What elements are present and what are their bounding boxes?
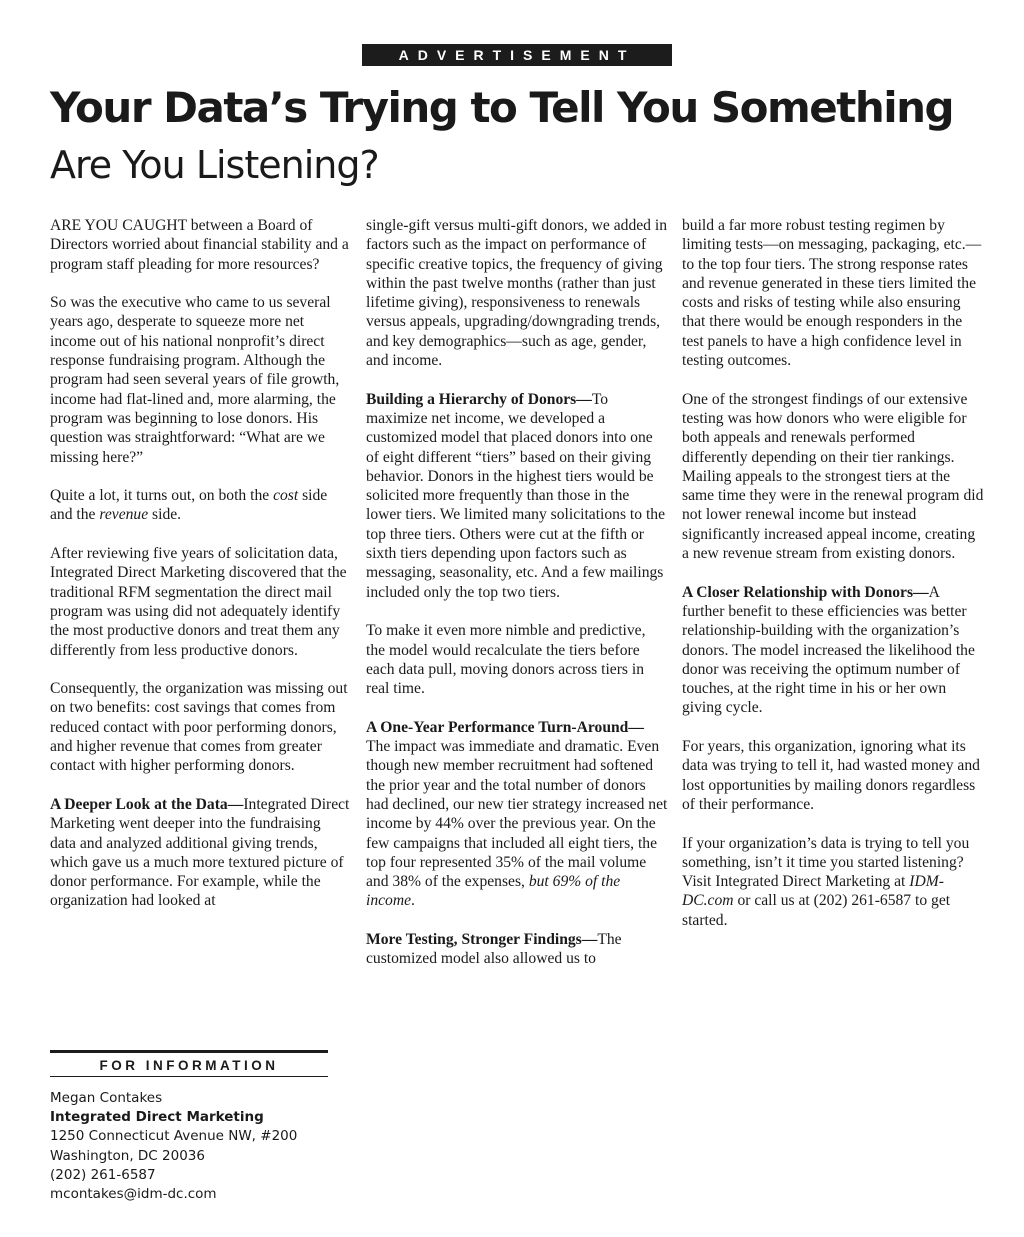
article-column-1: [50, 216, 350, 911]
paragraph: ARE YOU CAUGHT between a Board of Directors worried about financial stability and a program staff pleading for more resources?: [50, 217, 349, 273]
paragraph: So was the executive who came to us several years ago, desperate to squeeze more net income out of his national nonprofit’s direct response fundraising program. Although the program had seen several years of file growth, income had flat-lined and, more alarming, the program was beginning to lose donors. His question was straightforward: “What are we missing here?”: [50, 294, 340, 466]
paragraph: A Deeper Look at the Data—Integrated Direct Marketing went deeper into the fundraising data and analyzed additional giving trends, which gave us a much more textured picture of donor performance. For example, while the organization had looked at: [50, 795, 350, 910]
paragraph: Consequently, the organization was missing out on two benefits: cost savings that comes from reduced contact with poor performing donors, and higher revenue that comes from greater contact with higher performing donors.: [50, 680, 348, 775]
section-heading: A One-Year Performance Turn-Around—: [366, 718, 644, 736]
section-heading: A Deeper Look at the Data—: [50, 795, 244, 813]
contact-email: mcontakes@idm-dc.com: [50, 1186, 217, 1203]
advertisement-banner: ADVERTISEMENT: [362, 44, 672, 66]
paragraph: single-gift versus multi-gift donors, we added in factors such as the impact on performance of specific creative topics, the frequency of giving within the past twelve months (rather than just lifetime giving), responsiveness to renewals versus appeals, upgrading/downgrading trends, and key demographics—such as age, gender, and income.: [366, 217, 667, 370]
paragraph: Quite a lot, it turns out, on both the cost side and the revenue side.: [50, 487, 328, 524]
paragraph: A Closer Relationship with Donors—A further benefit to these efficiencies was better relationship-building with the organization’s donors. The model increased the likelihood the donor was receiving the optimum number of touches, at the right time in his or her own giving cycle.: [682, 583, 975, 717]
article-column-3: [682, 216, 984, 930]
info-divider-top: [50, 1050, 328, 1053]
contact-phone: (202) 261-6587: [50, 1166, 156, 1183]
paragraph: build a far more robust testing regimen by limiting tests—on messaging, packaging, etc.—to the top four tiers. The strong response rates and revenue generated in these tiers limited the costs and risks of testing while also ensuring that there would be enough responders in the test panels to have a high confidence level in testing outcomes.: [682, 217, 982, 370]
paragraph: More Testing, Stronger Findings—The customized model also allowed us to: [366, 930, 622, 968]
subheadline: Are You Listening?: [50, 143, 379, 187]
info-divider-bottom: [50, 1076, 328, 1077]
contact-address-line-2: Washington, DC 20036: [50, 1147, 205, 1164]
paragraph: If your organization’s data is trying to tell you something, isn’t it time you started listening? Visit Integrated Direct Marketing at IDM-DC.com or call us at (202) 261-6587 to get started.: [682, 834, 970, 929]
section-heading: A Closer Relationship with Donors—: [682, 583, 929, 601]
section-heading: More Testing, Stronger Findings—: [366, 930, 598, 948]
contact-company: Integrated Direct Marketing: [50, 1109, 264, 1126]
paragraph: One of the strongest findings of our extensive testing was how donors who were eligible for both appeals and renewals performed differently depending on their tier rankings. Mailing appeals to the strongest tiers at the same time they were in the renewal program did not lower renewal income but instead significantly increased appeal income, creating a new revenue stream from existing donors.: [682, 390, 984, 563]
paragraph: Building a Hierarchy of Donors—To maximize net income, we developed a customized model that placed donors into one of eight different “tiers” based on their giving behavior. Donors in the highest tiers would be solicited more frequently than those in the lower tiers. We limited many solicitations to the top three tiers. Others were cut at the fifth or sixth tiers depending upon factors such as messaging, seasonality, etc. And a few mailings included only the top two tiers.: [366, 390, 666, 601]
headline: Your Data’s Trying to Tell You Something: [50, 83, 954, 132]
info-title: FOR INFORMATION: [99, 1058, 279, 1073]
contact-name: Megan Contakes: [50, 1090, 163, 1106]
article-column-2: [366, 216, 668, 969]
paragraph: A One-Year Performance Turn-Around—The impact was immediate and dramatic. Even though new member recruitment had softened the prior year and the total number of donors had declined, our new tier strategy increased net income by 44% over the previous year. On the few campaigns that included all eight tiers, the top four represented 35% of the mail volume and 38% of the expenses, but 69% of the income.: [366, 718, 668, 910]
contact-block: [50, 1089, 297, 1204]
section-heading: Building a Hierarchy of Donors—: [366, 390, 592, 408]
contact-address-line-1: 1250 Connecticut Avenue NW, #200: [50, 1128, 298, 1145]
paragraph: After reviewing five years of solicitation data, Integrated Direct Marketing discovered that the traditional RFM segmentation the direct mail program was using did not adequately identify the most productive donors and treat them any differently from less productive donors.: [50, 545, 347, 659]
website-link: IDM-DC.com: [682, 873, 944, 910]
paragraph: To make it even more nimble and predictive, the model would recalculate the tiers before each data pull, moving donors across tiers in real time.: [366, 622, 646, 698]
paragraph: For years, this organization, ignoring what its data was trying to tell it, had wasted money and lost opportunities by mailing donors regardless of their performance.: [682, 738, 980, 813]
